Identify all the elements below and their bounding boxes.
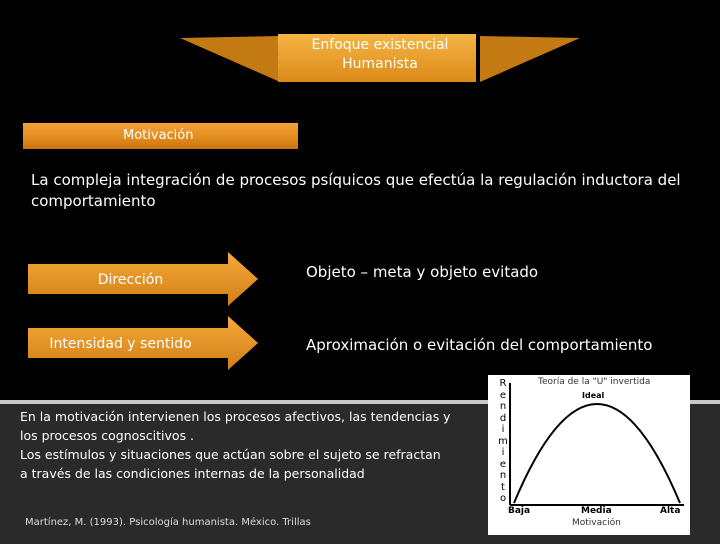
- graph-y-label-letter: m: [498, 435, 508, 447]
- graph-y-label-letter: d: [499, 412, 507, 424]
- citation: Martínez, M. (1993). Psicología humanista. México. Trillas: [25, 517, 311, 528]
- graph-ideal-label: Ideal: [582, 391, 605, 400]
- note-line-4: a través de las condiciones internas de la personalidad: [20, 466, 365, 481]
- arrow-label-direccion: Dirección: [97, 272, 164, 288]
- graph-y-label-letter: i: [501, 447, 505, 458]
- arrow-direccion: [28, 252, 258, 306]
- note-line-2: los procesos cognoscitivos .: [20, 428, 195, 443]
- graph-x-label: Motivación: [572, 518, 621, 528]
- graph-y-label-letter: o: [499, 493, 507, 504]
- description-intensidad: Aproximación o evitación del comportamiento: [306, 336, 653, 354]
- banner-title: [180, 36, 580, 74]
- graph-xtick-high: Alta: [660, 506, 681, 516]
- graph-y-label-letter: R: [499, 378, 507, 389]
- note-line-3: Los estímulos y situaciones que actúan sobre el sujeto se refractan: [20, 447, 441, 462]
- section-bar-label: Motivación: [123, 128, 194, 143]
- graph-y-label-letter: i: [501, 424, 505, 435]
- graph-y-label-letter: n: [499, 470, 507, 481]
- graph-y-label-letter: n: [499, 401, 507, 412]
- inverted-u-graph: [488, 375, 690, 535]
- graph-xtick-mid: Media: [581, 506, 612, 516]
- arrow-intensidad: [28, 316, 258, 370]
- graph-y-label-letter: t: [501, 481, 505, 493]
- note-line-1: En la motivación intervienen los procesos afectivos, las tendencias y: [20, 409, 451, 424]
- description-direccion: Objeto – meta y objeto evitado: [306, 263, 539, 281]
- section-bar: [23, 123, 298, 149]
- arrow-label-intensidad: Intensidad y sentido: [49, 336, 192, 352]
- banner-line-1: Enfoque existencial: [311, 37, 449, 53]
- title-banner: [180, 28, 580, 90]
- graph-title: Teoría de la "U" invertida: [538, 377, 651, 387]
- graph-y-label-letter: e: [499, 389, 507, 401]
- banner-line-2: Humanista: [342, 56, 418, 72]
- note-text: [20, 407, 490, 483]
- graph-y-label-letter: e: [499, 458, 507, 470]
- graph-curve: [514, 404, 680, 503]
- graph-xtick-low: Baja: [508, 506, 531, 516]
- definition-text: La compleja integración de procesos psíquicos que efectúa la regulación inductora del comportamiento: [31, 171, 681, 210]
